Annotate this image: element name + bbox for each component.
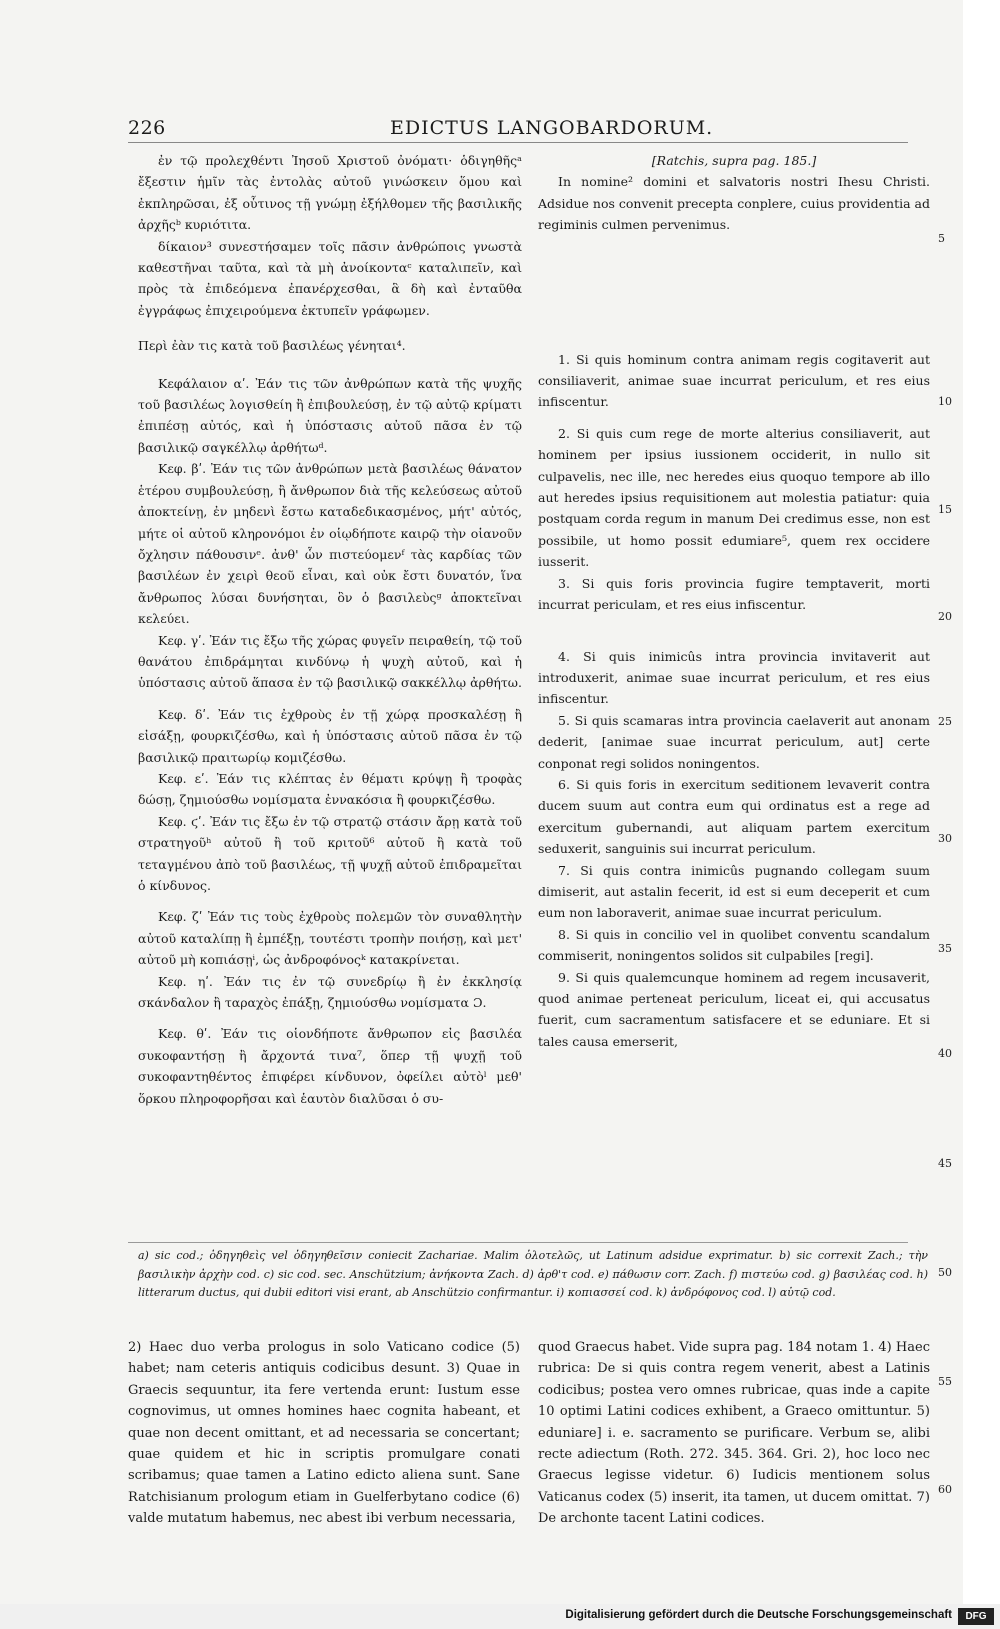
greek-chapter-2: Κεφ. βʹ. Ἐάν τις τῶν ἀνθρώπων μετὰ βασιλέως θάνατον ἑτέρου συμβουλεύσῃ, ἢ ἄνθρωπον διὰ τῆς κελεύσεως αὐτοῦ ἀποκτείνῃ, ἐν μηδενὶ ἔστω καταδεδικασμένος, μήτ' αὐτός, μήτε οἱ αὐτοῦ κληρονόμοι ἐν οἱῳδήποτε καιρῷ τὴν οἱανοῦν ὄχλησιν πάθουσινᵉ. ἀνθ' ὧν πιστεύομενᶠ τὰς καρδίας τῶν βασιλέων ἐν χειρὶ θεοῦ εἶναι, καὶ οὐκ ἔστι δυνατόν, ἵνα ἄνθρωπος λύσαι δυνήσηται, ὃν ὁ βασιλεὺςᵍ ἀποκτεῖναι κελεύει. — [138, 461, 522, 627]
line-number: 10 — [938, 395, 952, 408]
latin-chapter-9: 9. Si quis qualemcunque hominem ad regem incusaverit, quod animae perteneat periculum, liceat ei, qui accusatus fuerit, cum sacramentum satisfacere et se eduniare. Et si tales causa emerserit, — [538, 969, 930, 1049]
latin-chapter-7: 7. Si quis contra inimicûs pugnando collegam suum dimiserit, aut astalin fecerit, id est si eum deceperit et cum eum non laboraverit, animae suae incurrat periculum. — [538, 862, 930, 921]
line-number: 25 — [938, 715, 952, 728]
line-number: 20 — [938, 610, 952, 623]
line-number: 30 — [938, 832, 952, 845]
footnotes-left: 2) Haec duo verba prologus in solo Vaticano codice (5) habet; nam ceteris antiquis codicibus desunt. 3) Quae in Graecis sequuntur, ita fere vertenda erunt: Iustum esse cognovimus, ut omnes homines haec cognita habeant, et quae non decent omittant, et ad necessaria se concertant; quae quidem et hic in scriptis promulgare conati scribamus; quae tamen a Latino edicto aliena sunt. Sane Ratchisianum prologum etiam in Guelferbytano codice (6) valde mutatum habemus, nec abest ibi verbum necessaria, — [128, 1340, 520, 1527]
greek-chapter-7: Κεφ. ζʹ Ἐάν τις τοὺς ἐχθροὺς πολεμῶν τὸν συναθλητὴν αὐτοῦ καταλίπῃ ἢ ἐμπέξῃ, τουτέστι τροπὴν ποιήσῃ, καὶ μετ' αὐτοῦ μὴ κοπιάσῃⁱ, ὡς ἀνδροφόνοςᵏ κατακρίνεται. — [138, 909, 522, 968]
latin-source-note: [Ratchis, supra pag. 185.] — [651, 153, 817, 168]
latin-chapter-8: 8. Si quis in concilio vel in quolibet conventu scandalum commiserit, noningentos solidos sit culpabiles [regi]. — [538, 926, 930, 964]
latin-chapter-2: 2. Si quis cum rege de morte alterius consiliaverit, aut hominem per ipsius iussionem occiderit, in nullo sit culpavelis, nec ille, nec heredes eius quoquo tempore ab illo aut heredes ipsius requisitionem aut molestia patiatur: quia postquam corda regum in manum Dei credimus esse, non est possibile, ut homo possit edumiare⁵, quem rex occidere iusserit. — [538, 425, 930, 570]
line-number: 50 — [938, 1266, 952, 1279]
line-number: 40 — [938, 1047, 952, 1060]
greek-column — [138, 150, 522, 1109]
line-number: 35 — [938, 942, 952, 955]
page-number: 226 — [128, 117, 166, 139]
latin-chapter-4: 4. Si quis inimicûs intra provincia invitaverit aut introduxerit, animae suae incurrat periculum, et res eius infiscentur. — [538, 648, 930, 707]
greek-chapter-6: Κεφ. ϛʹ. Ἐάν τις ἔξω ἐν τῷ στρατῷ στάσιν ἄρῃ κατὰ τοῦ στρατηγοῦʰ αὐτοῦ ἢ τοῦ κριτοῦ⁶ αὐτοῦ ἢ κατὰ τοῦ τεταγμένου ἀπὸ τοῦ βασιλέως, τῇ ψυχῇ αὐτοῦ ἐπιδραμεῖται ὁ κίνδυνος. — [138, 813, 522, 893]
greek-intro: ἐν τῷ προλεχθέντι Ἰησοῦ Χριστοῦ ὀνόματι· ὁδιγηθῆςᵃ ἔξεστιν ἡμῖν τὰς ἐντολὰς αὐτοῦ γινώσκειν ὅμου καὶ ἐκπληρῶσαι, ἐξ οὗτινος τῇ γνώμῃ ἐξήλθομεν τῆς βασιλικῆς ἀρχῆςᵇ κυριότιτα. — [138, 153, 522, 233]
greek-chapter-4: Κεφ. δʹ. Ἐάν τις ἐχθροὺς ἐν τῇ χώρᾳ προσκαλέσῃ ἢ εἰσάξῃ, φουρκιζέσθω, καὶ ἡ ὑπόστασις αὐτοῦ πᾶσα ἐν τῷ βασιλικῷ πραιτωρίῳ κομιζέσθω. — [138, 706, 522, 765]
latin-chapter-6: 6. Si quis foris in exercitum seditionem levaverit contra ducem suum aut contra eum qui ordinatus est a rege ad exercitum gubernandi, aut aliquam partem exercitum seduxerit, sanguinis sui incurrat periculum. — [538, 776, 930, 857]
apparatus-rule — [128, 1242, 908, 1243]
line-number: 15 — [938, 503, 952, 516]
greek-chapter-1: Κεφάλαιον αʹ. Ἐάν τις τῶν ἀνθρώπων κατὰ τῆς ψυχῆς τοῦ βασιλέως λογισθείη ἢ ἐπιβουλεύσῃ, ἐν τῷ αὐτῷ κρίματι ἐπιπέσῃ αὐτός, καὶ ἡ ὑπόστασις αὐτοῦ πᾶσα ἐν τῷ βασιλικῷ σαγκέλλῳ ἀρθήτωᵈ. — [138, 375, 522, 455]
greek-chapter-3: Κεφ. γʹ. Ἐάν τις ἔξω τῆς χώρας φυγεῖν πειραθείη, τῷ τοῦ θανάτου ἐπιδράμηται κινδύνῳ ἡ ψυχὴ αὐτοῦ, καὶ ἡ ὑπόστασις αὐτοῦ ἅπασα ἐν τῷ βασιλικῷ σακκέλλῳ ἀρθήτω. — [138, 632, 522, 691]
running-title: EDICTUS LANGOBARDORUM. — [390, 117, 714, 139]
header-rule — [128, 142, 908, 143]
funding-credit: Digitalisierung gefördert durch die Deutsche Forschungsgemeinschaft — [565, 1609, 952, 1621]
latin-chapter-3: 3. Si quis foris provincia fugire temptaverit, morti incurrat periculam, et res eius infiscentur. — [538, 575, 930, 613]
greek-chapter-5: Κεφ. εʹ. Ἐάν τις κλέπτας ἐν θέματι κρύψῃ ἢ τροφὰς δώσῃ, ζημιούσθω νομίσματα ἐννακόσια ἢ φουρκιζέσθω. — [138, 770, 522, 808]
latin-intro: In nomine² domini et salvatoris nostri Ihesu Christi. Adsidue nos convenit precepta conplere, cuius providentia ad regiminis culmen pervenimus. — [538, 174, 930, 233]
line-number: 60 — [938, 1483, 952, 1496]
critical-apparatus: a) sic cod.; ὁδηγηθεὶς vel ὁδηγηθεῖσιν coniecit Zachariae. Malim ὁλοτελῶς, ut Latinum adsidue exprimatur. b) sic correxit Zach.; τὴν βασιλικὴν ἀρχὴν cod. c) sic cod. sec. Anschützium; ἀνήκοντα Zach. d) ἀρθ'τ cod. e) πάθωσιν corr. Zach. f) πιστεύω cod. g) βασιλέας cod. h) litterarum ductus, qui dubii editori visi erant, ab Anschützio confirmantur. i) κοπιασσεί cod. k) ἀνδρόφονος cod. l) αὐτῷ cod. — [138, 1249, 928, 1299]
digitization-footer — [0, 1604, 1000, 1629]
greek-rubric: Περὶ ἐὰν τις κατὰ τοῦ βασιλέως γένηται⁴. — [138, 338, 406, 354]
latin-column — [538, 150, 930, 1052]
greek-chapter-9: Κεφ. θʹ. Ἐάν τις οἱονδήποτε ἄνθρωπον εἰς βασιλέα συκοφαντήσῃ ἢ ἄρχοντά τινα⁷, ὅπερ τῇ ψυχῇ τοῦ συκοφαντηθέντος ἐπιφέρει κίνδυνον, ὀφείλει αὐτὸˡ μεθ' ὅρκου πληροφορῆσαι καὶ ἑαυτὸν διαλῦσαι ὁ συ- — [138, 1026, 522, 1106]
line-number: 5 — [938, 232, 945, 245]
dfg-logo-icon: DFG — [958, 1608, 994, 1625]
latin-chapter-5: 5. Si quis scamaras intra provincia caelaverit aut anonam dederit, [animae suae incurrat periculum, aut] certe conponat regi solidos noningentos. — [538, 712, 930, 771]
line-number: 55 — [938, 1375, 952, 1388]
latin-chapter-1: 1. Si quis hominum contra animam regis cogitaverit aut consiliaverit, animae suae incurrat periculum, et res eius infiscentur. — [538, 351, 930, 410]
line-number: 45 — [938, 1157, 952, 1170]
greek-intro-2: δίκαιον³ συνεστήσαμεν τοῖς πᾶσιν ἀνθρώποις γνωστὰ καθεστῆναι ταῦτα, καὶ τὰ μὴ ἀνοίκονταᶜ καταλιπεῖν, καὶ πρὸς τὰ ἐπιδεόμενα ἐπανέρχεσθαι, ἃ δὴ καὶ ἐνταῦθα ἐγγράφως ἐπιχειρούμενα ἐκτυπεῖν γράφωμεν. — [138, 238, 522, 318]
footnotes-right: quod Graecus habet. Vide supra pag. 184 notam 1. 4) Haec rubrica: De si quis contra regem venerit, abest a Latinis codicibus; postea vero omnes rubricae, quas inde a capite 10 optimi Latini codices exhibent, a Graeco omittuntur. 5) eduniare] i. e. sacramento se purificare. Verbum se, alibi recte adiectum (Roth. 272. 345. 364. Gri. 2), hoc loco nec Graecus legisse videtur. 6) Iudicis mentionem solus Vaticanus codex (5) inserit, ita tamen, ut ducem omittat. 7) De archonte tacent Latini codices. — [538, 1340, 930, 1527]
greek-chapter-8: Κεφ. ηʹ. Ἐάν τις ἐν τῷ συνεδρίῳ ἢ ἐν ἐκκλησίᾳ σκάνδαλον ἢ ταραχὸς ἐπάξῃ, ζημιούσθω νομίσματα Ɔ. — [138, 973, 522, 1011]
